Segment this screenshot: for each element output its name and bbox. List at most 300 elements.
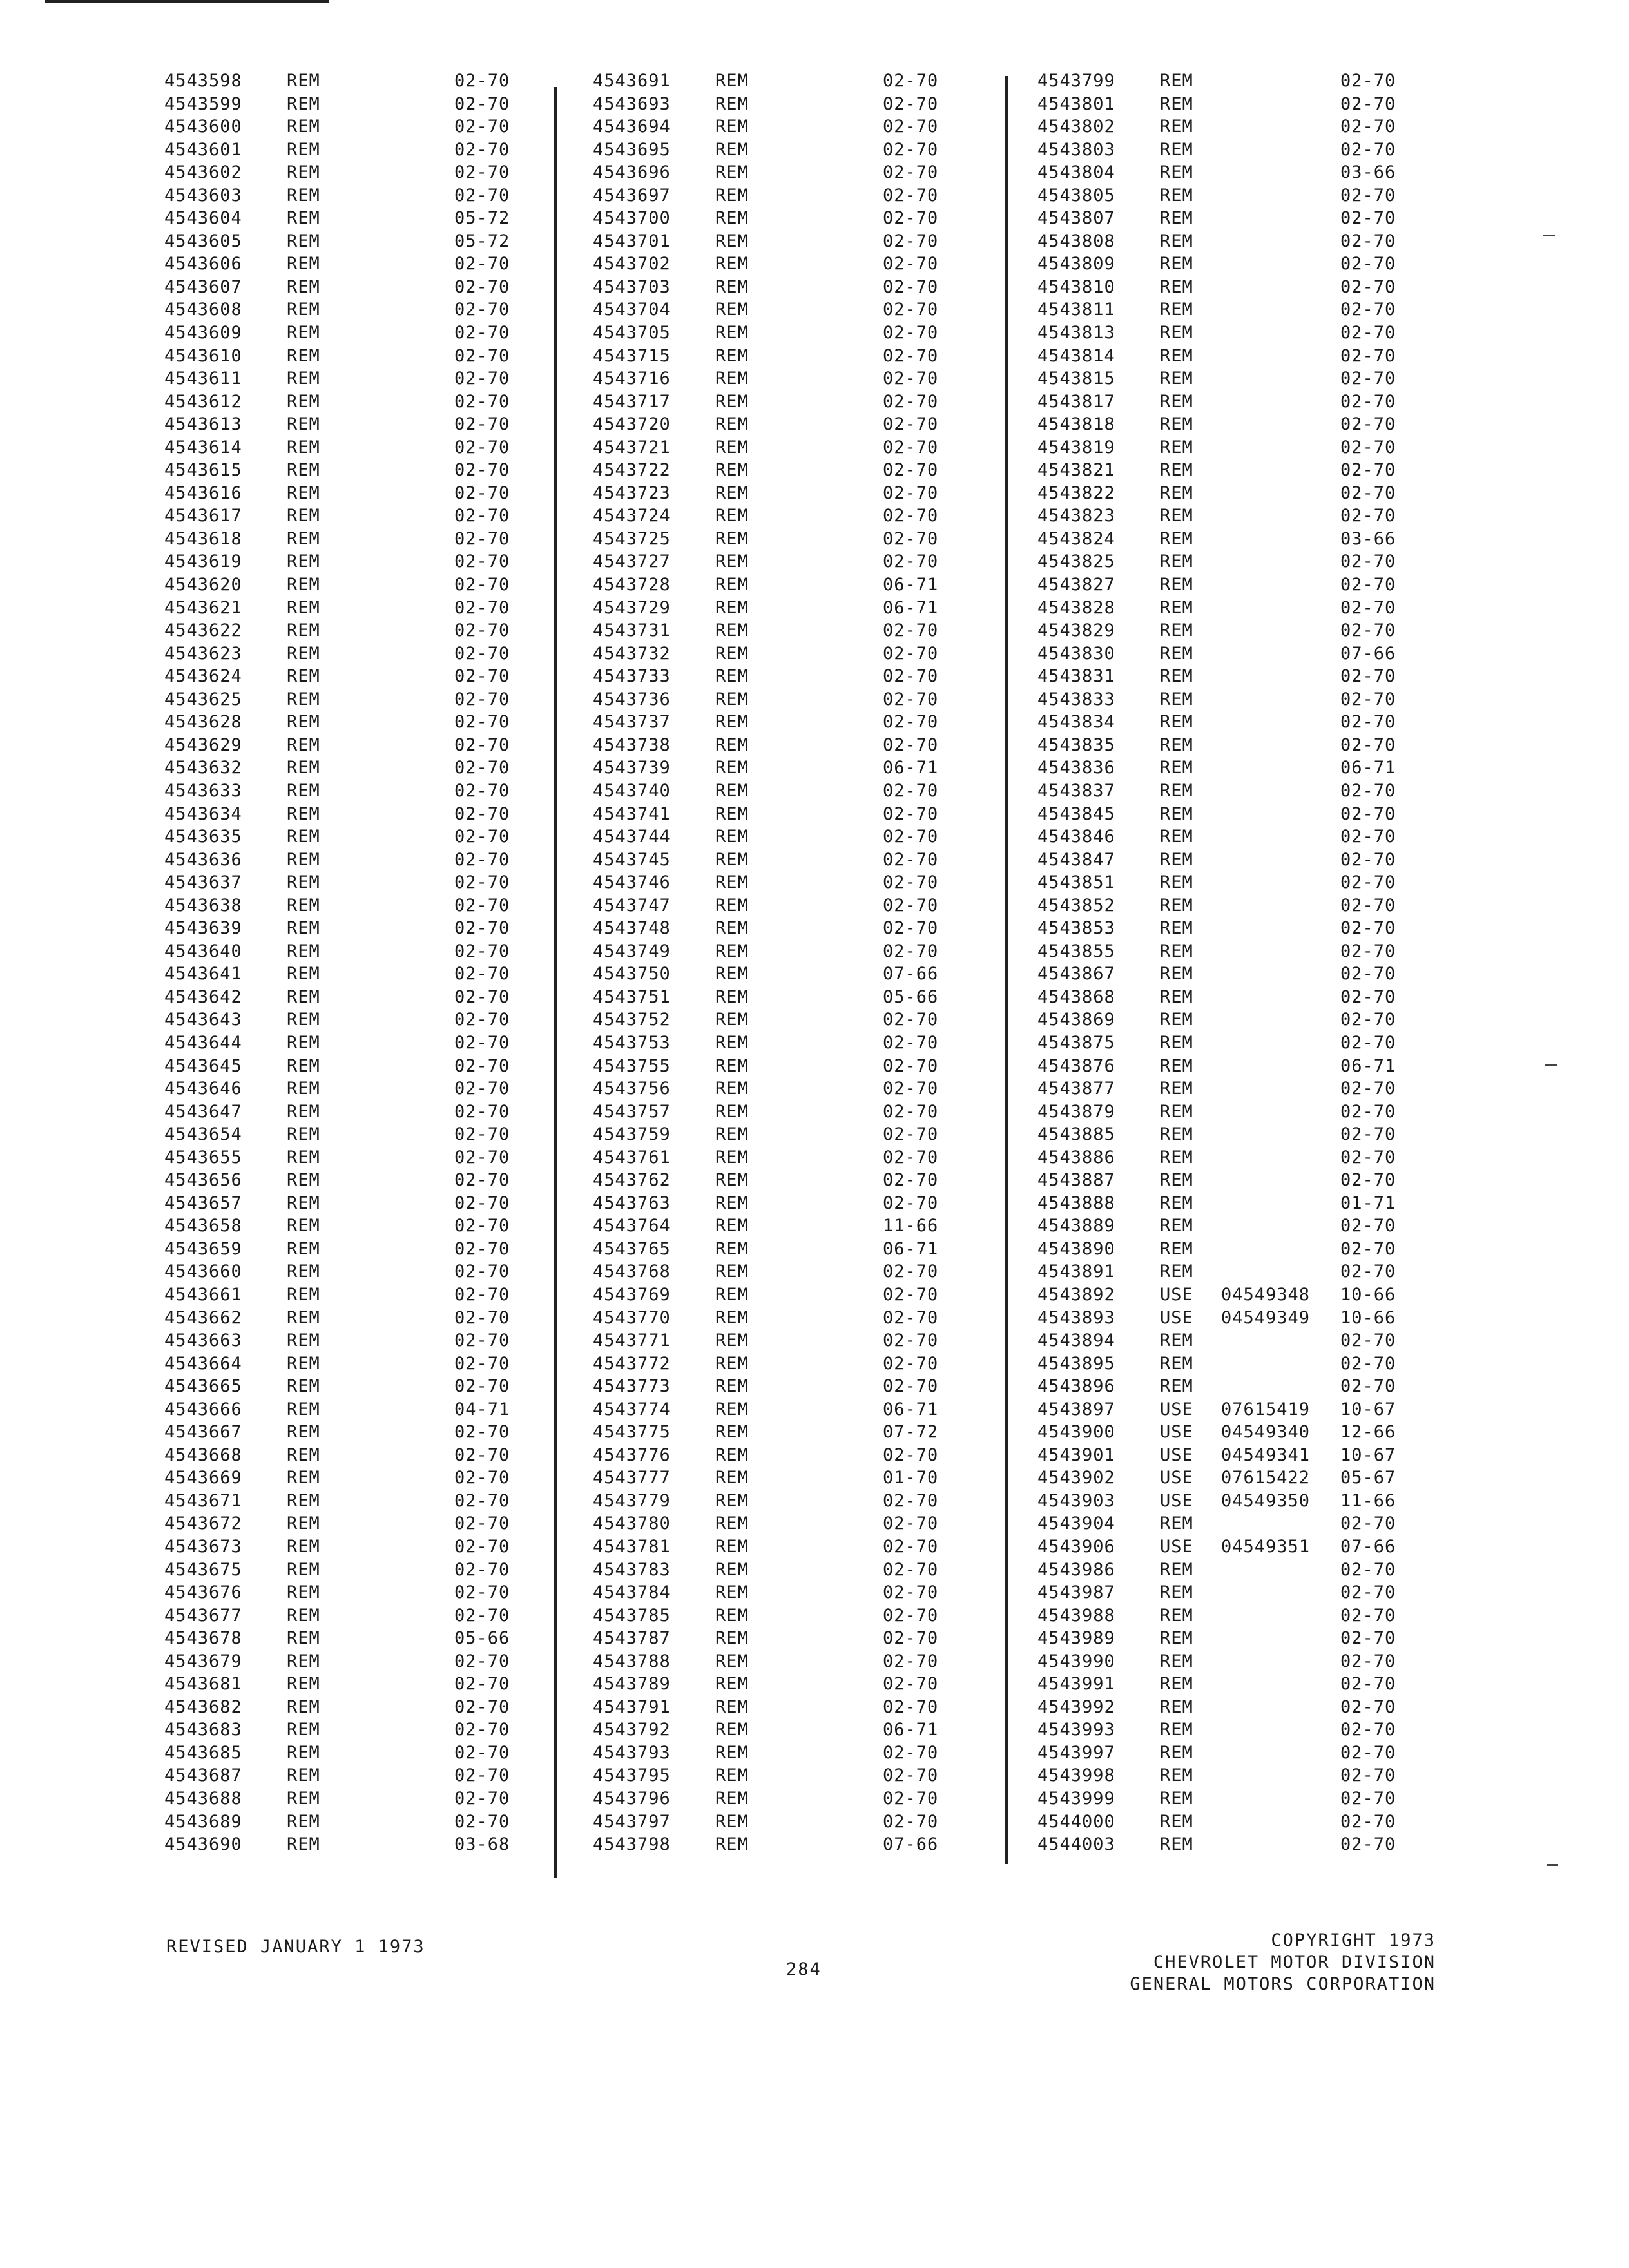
action-code: REM	[1160, 323, 1193, 343]
part-number: 4543900	[1037, 1422, 1115, 1443]
part-number: 4543847	[1037, 849, 1115, 870]
date-code: 02-70	[883, 1674, 939, 1695]
action-code: REM	[287, 1331, 320, 1351]
part-number: 4543748	[593, 918, 671, 939]
date-code: 02-70	[454, 345, 510, 366]
part-number: 4543606	[164, 254, 242, 274]
action-code: REM	[1160, 1582, 1193, 1603]
date-code: 02-70	[883, 1262, 939, 1282]
action-code: REM	[287, 1193, 320, 1213]
part-number: 4543645	[164, 1055, 242, 1076]
part-number: 4543784	[593, 1582, 671, 1603]
date-code: 02-70	[1340, 1651, 1396, 1671]
action-code: REM	[1160, 712, 1193, 733]
action-code: REM	[715, 483, 749, 503]
part-number: 4543702	[593, 254, 671, 274]
part-number: 4543723	[593, 483, 671, 503]
action-code: REM	[287, 345, 320, 366]
action-code: REM	[287, 1422, 320, 1443]
part-number: 4543617	[164, 506, 242, 526]
part-number: 4543643	[164, 1010, 242, 1030]
part-number: 4543990	[1037, 1651, 1115, 1671]
replacement-number: 04549340	[1221, 1422, 1311, 1443]
action-code: REM	[1160, 1559, 1193, 1580]
part-number: 4543685	[164, 1742, 242, 1763]
date-code: 03-66	[1340, 162, 1396, 183]
part-number: 4543987	[1037, 1582, 1115, 1603]
part-number: 4543877	[1037, 1079, 1115, 1099]
part-number: 4543751	[593, 986, 671, 1007]
date-code: 02-70	[883, 1331, 939, 1351]
part-number: 4543823	[1037, 506, 1115, 526]
part-number: 4543988	[1037, 1605, 1115, 1626]
action-code: REM	[287, 620, 320, 641]
action-code: REM	[715, 185, 749, 206]
date-code: 02-70	[454, 1193, 510, 1213]
part-number: 4543901	[1037, 1445, 1115, 1465]
date-code: 02-70	[1340, 1811, 1396, 1832]
part-number: 4543825	[1037, 552, 1115, 572]
action-code: REM	[287, 918, 320, 939]
date-code: 02-70	[883, 300, 939, 320]
part-number: 4543747	[593, 895, 671, 916]
action-code: REM	[1160, 1834, 1193, 1855]
part-number: 4543792	[593, 1720, 671, 1740]
date-code: 02-70	[883, 941, 939, 961]
part-number: 4543701	[593, 231, 671, 251]
date-code: 02-70	[1340, 254, 1396, 274]
date-code: 02-70	[1340, 1101, 1396, 1122]
part-number: 4543618	[164, 528, 242, 549]
part-number: 4543791	[593, 1696, 671, 1717]
date-code: 02-70	[454, 827, 510, 847]
part-number: 4543667	[164, 1422, 242, 1443]
part-number: 4543602	[164, 162, 242, 183]
part-number: 4543753	[593, 1032, 671, 1053]
action-code: REM	[287, 528, 320, 549]
action-code: REM	[715, 93, 749, 114]
date-code: 02-70	[1340, 620, 1396, 641]
action-code: REM	[287, 117, 320, 137]
action-code: REM	[287, 689, 320, 709]
action-code: REM	[1160, 208, 1193, 229]
action-code: REM	[1160, 1032, 1193, 1053]
action-code: REM	[715, 71, 749, 91]
date-code: 05-72	[454, 231, 510, 251]
part-number: 4543893	[1037, 1307, 1115, 1328]
part-number: 4543868	[1037, 986, 1115, 1007]
part-number: 4543691	[593, 71, 671, 91]
action-code: REM	[287, 460, 320, 481]
part-number: 4543669	[164, 1468, 242, 1488]
part-number: 4543845	[1037, 803, 1115, 824]
date-code: 02-70	[883, 1559, 939, 1580]
action-code: REM	[715, 528, 749, 549]
date-code: 02-70	[883, 1605, 939, 1626]
action-code: REM	[287, 552, 320, 572]
part-number: 4543775	[593, 1422, 671, 1443]
part-number: 4543780	[593, 1514, 671, 1534]
date-code: 02-70	[454, 1331, 510, 1351]
part-number: 4543867	[1037, 964, 1115, 985]
date-code: 02-70	[1340, 872, 1396, 893]
action-code: REM	[1160, 986, 1193, 1007]
action-code: REM	[715, 1147, 749, 1168]
date-code: 02-70	[883, 231, 939, 251]
date-code: 11-66	[1340, 1490, 1396, 1511]
part-number: 4543663	[164, 1331, 242, 1351]
date-code: 02-70	[454, 575, 510, 595]
part-number: 4543837	[1037, 780, 1115, 801]
part-number: 4543623	[164, 643, 242, 664]
date-code: 02-70	[454, 93, 510, 114]
replacement-number: 07615422	[1221, 1468, 1311, 1488]
date-code: 02-70	[883, 1170, 939, 1191]
date-code: 02-70	[454, 483, 510, 503]
date-code: 02-70	[454, 712, 510, 733]
part-number: 4543887	[1037, 1170, 1115, 1191]
date-code: 02-70	[883, 391, 939, 412]
action-code: REM	[715, 1765, 749, 1786]
part-number: 4543616	[164, 483, 242, 503]
action-code: REM	[287, 1147, 320, 1168]
part-number: 4543824	[1037, 528, 1115, 549]
date-code: 02-70	[454, 803, 510, 824]
date-code: 02-70	[1340, 1514, 1396, 1534]
action-code: REM	[715, 941, 749, 961]
date-code: 06-71	[1340, 758, 1396, 778]
action-code: REM	[287, 827, 320, 847]
date-code: 02-70	[1340, 1262, 1396, 1282]
action-code: REM	[715, 1789, 749, 1809]
part-number: 4543705	[593, 323, 671, 343]
date-code: 02-70	[1340, 460, 1396, 481]
part-number: 4543611	[164, 369, 242, 389]
margin-tick	[1543, 235, 1555, 236]
part-number: 4543633	[164, 780, 242, 801]
part-number: 4543598	[164, 71, 242, 91]
part-number: 4543750	[593, 964, 671, 985]
action-code: REM	[287, 1674, 320, 1695]
part-number: 4543660	[164, 1262, 242, 1282]
action-code: REM	[1160, 964, 1193, 985]
action-code: REM	[287, 1834, 320, 1855]
part-number: 4543634	[164, 803, 242, 824]
date-code: 02-70	[883, 643, 939, 664]
action-code: REM	[715, 300, 749, 320]
date-code: 02-70	[883, 780, 939, 801]
part-number: 4543628	[164, 712, 242, 733]
date-code: 02-70	[454, 1720, 510, 1740]
part-number: 4543777	[593, 1468, 671, 1488]
action-code: REM	[1160, 1674, 1193, 1695]
part-number: 4543764	[593, 1216, 671, 1236]
date-code: 06-71	[883, 1720, 939, 1740]
action-code: REM	[287, 1055, 320, 1076]
action-code: REM	[287, 1032, 320, 1053]
part-number: 4543725	[593, 528, 671, 549]
date-code: 02-70	[454, 1376, 510, 1397]
part-number: 4543666	[164, 1399, 242, 1419]
action-code: REM	[287, 1353, 320, 1374]
date-code: 02-70	[454, 254, 510, 274]
action-code: REM	[715, 575, 749, 595]
part-number: 4543632	[164, 758, 242, 778]
action-code: REM	[715, 1445, 749, 1465]
date-code: 02-70	[1340, 483, 1396, 503]
action-code: REM	[715, 1537, 749, 1557]
action-code: REM	[1160, 1055, 1193, 1076]
action-code: REM	[1160, 391, 1193, 412]
date-code: 10-66	[1340, 1284, 1396, 1305]
part-number: 4543805	[1037, 185, 1115, 206]
part-number: 4543604	[164, 208, 242, 229]
part-number: 4543774	[593, 1399, 671, 1419]
date-code: 02-70	[454, 552, 510, 572]
action-code: REM	[715, 1331, 749, 1351]
part-number: 4543749	[593, 941, 671, 961]
date-code: 02-70	[1340, 93, 1396, 114]
action-code: REM	[287, 712, 320, 733]
action-code: REM	[715, 139, 749, 160]
part-number: 4543739	[593, 758, 671, 778]
part-number: 4543609	[164, 323, 242, 343]
action-code: REM	[1160, 1238, 1193, 1259]
part-number: 4543647	[164, 1101, 242, 1122]
date-code: 02-70	[1340, 323, 1396, 343]
date-code: 02-70	[1340, 1238, 1396, 1259]
part-number: 4543781	[593, 1537, 671, 1557]
part-number: 4543693	[593, 93, 671, 114]
part-number: 4543787	[593, 1628, 671, 1649]
date-code: 05-66	[883, 986, 939, 1007]
action-code: REM	[287, 185, 320, 206]
date-code: 02-70	[1340, 345, 1396, 366]
part-number: 4543796	[593, 1789, 671, 1809]
action-code: REM	[287, 391, 320, 412]
part-number: 4543672	[164, 1514, 242, 1534]
action-code: REM	[715, 1582, 749, 1603]
date-code: 02-70	[1340, 780, 1396, 801]
action-code: REM	[1160, 620, 1193, 641]
action-code: REM	[715, 437, 749, 457]
part-number: 4543608	[164, 300, 242, 320]
date-code: 02-70	[454, 941, 510, 961]
date-code: 02-70	[454, 1490, 510, 1511]
part-number: 4543889	[1037, 1216, 1115, 1236]
part-number: 4543885	[1037, 1124, 1115, 1145]
date-code: 02-70	[454, 895, 510, 916]
date-code: 02-70	[883, 1537, 939, 1557]
action-code: REM	[287, 1514, 320, 1534]
action-code: REM	[1160, 1079, 1193, 1099]
action-code: REM	[715, 1124, 749, 1145]
date-code: 02-70	[1340, 506, 1396, 526]
action-code: REM	[287, 1696, 320, 1717]
action-code: REM	[1160, 918, 1193, 939]
action-code: REM	[1160, 575, 1193, 595]
part-number: 4543664	[164, 1353, 242, 1374]
action-code: REM	[715, 369, 749, 389]
date-code: 02-70	[1340, 986, 1396, 1007]
date-code: 02-70	[883, 1010, 939, 1030]
date-code: 06-71	[883, 758, 939, 778]
part-number: 4543716	[593, 369, 671, 389]
date-code: 02-70	[1340, 117, 1396, 137]
part-number: 4543855	[1037, 941, 1115, 961]
action-code: REM	[1160, 941, 1193, 961]
action-code: REM	[715, 1742, 749, 1763]
action-code: REM	[287, 941, 320, 961]
part-number: 4543736	[593, 689, 671, 709]
part-number: 4543614	[164, 437, 242, 457]
action-code: REM	[1160, 276, 1193, 297]
part-number: 4543895	[1037, 1353, 1115, 1374]
part-number: 4543997	[1037, 1742, 1115, 1763]
date-code: 02-70	[454, 1079, 510, 1099]
action-code: REM	[715, 460, 749, 481]
date-code: 02-70	[454, 1582, 510, 1603]
date-code: 02-70	[883, 506, 939, 526]
action-code: REM	[715, 735, 749, 755]
part-number: 4543657	[164, 1193, 242, 1213]
part-number: 4543879	[1037, 1101, 1115, 1122]
part-number: 4544000	[1037, 1811, 1115, 1832]
date-code: 02-70	[454, 185, 510, 206]
date-code: 02-70	[1340, 1331, 1396, 1351]
part-number: 4543728	[593, 575, 671, 595]
part-number: 4543869	[1037, 1010, 1115, 1030]
date-code: 02-70	[454, 1605, 510, 1626]
date-code: 02-70	[883, 208, 939, 229]
action-code: REM	[1160, 1101, 1193, 1122]
part-number: 4543635	[164, 827, 242, 847]
action-code: REM	[287, 1490, 320, 1511]
part-number: 4543799	[1037, 71, 1115, 91]
part-number: 4543658	[164, 1216, 242, 1236]
date-code: 02-70	[883, 1147, 939, 1168]
part-number: 4543875	[1037, 1032, 1115, 1053]
part-number: 4543894	[1037, 1331, 1115, 1351]
action-code: REM	[715, 1834, 749, 1855]
date-code: 02-70	[883, 735, 939, 755]
date-code: 02-70	[883, 185, 939, 206]
part-number: 4543615	[164, 460, 242, 481]
part-number: 4543811	[1037, 300, 1115, 320]
action-code: REM	[715, 1514, 749, 1534]
action-code: REM	[715, 1422, 749, 1443]
action-code: REM	[1160, 1170, 1193, 1191]
date-code: 02-70	[883, 1079, 939, 1099]
date-code: 02-70	[883, 872, 939, 893]
date-code: 07-72	[883, 1422, 939, 1443]
date-code: 07-66	[1340, 1537, 1396, 1557]
date-code: 02-70	[883, 323, 939, 343]
part-number: 4543620	[164, 575, 242, 595]
action-code: REM	[715, 414, 749, 435]
date-code: 02-70	[883, 1307, 939, 1328]
date-code: 02-70	[1340, 231, 1396, 251]
date-code: 02-70	[883, 117, 939, 137]
action-code: REM	[287, 1238, 320, 1259]
action-code: REM	[1160, 1628, 1193, 1649]
date-code: 05-72	[454, 208, 510, 229]
part-number: 4543795	[593, 1765, 671, 1786]
part-number: 4543992	[1037, 1696, 1115, 1717]
date-code: 02-70	[883, 666, 939, 687]
date-code: 02-70	[1340, 689, 1396, 709]
action-code: REM	[715, 1032, 749, 1053]
action-code: REM	[1160, 185, 1193, 206]
action-code: REM	[287, 437, 320, 457]
part-number: 4543815	[1037, 369, 1115, 389]
part-number: 4543601	[164, 139, 242, 160]
action-code: USE	[1160, 1399, 1193, 1419]
action-code: REM	[715, 872, 749, 893]
date-code: 02-70	[883, 620, 939, 641]
action-code: REM	[1160, 1331, 1193, 1351]
part-number: 4543756	[593, 1079, 671, 1099]
date-code: 02-70	[883, 1124, 939, 1145]
action-code: REM	[1160, 895, 1193, 916]
action-code: REM	[287, 323, 320, 343]
date-code: 02-70	[1340, 1628, 1396, 1649]
date-code: 02-70	[883, 1789, 939, 1809]
part-number: 4543836	[1037, 758, 1115, 778]
action-code: REM	[715, 162, 749, 183]
action-code: REM	[1160, 460, 1193, 481]
date-code: 02-70	[883, 1101, 939, 1122]
date-code: 02-70	[1340, 827, 1396, 847]
part-number: 4543991	[1037, 1674, 1115, 1695]
action-code: REM	[287, 758, 320, 778]
date-code: 02-70	[1340, 437, 1396, 457]
action-code: REM	[1160, 528, 1193, 549]
part-number: 4543770	[593, 1307, 671, 1328]
page-number: 284	[786, 1959, 822, 1979]
date-code: 02-70	[1340, 964, 1396, 985]
date-code: 02-70	[883, 689, 939, 709]
date-code: 07-66	[883, 964, 939, 985]
action-code: REM	[715, 1216, 749, 1236]
date-code: 02-70	[1340, 1124, 1396, 1145]
action-code: REM	[287, 1720, 320, 1740]
date-code: 02-70	[454, 323, 510, 343]
action-code: REM	[715, 643, 749, 664]
date-code: 02-70	[883, 93, 939, 114]
part-number: 4543886	[1037, 1147, 1115, 1168]
date-code: 01-71	[1340, 1193, 1396, 1213]
part-number: 4543831	[1037, 666, 1115, 687]
part-number: 4543612	[164, 391, 242, 412]
action-code: REM	[287, 1170, 320, 1191]
date-code: 03-66	[1340, 528, 1396, 549]
action-code: REM	[1160, 1262, 1193, 1282]
action-code: REM	[715, 666, 749, 687]
part-number: 4543721	[593, 437, 671, 457]
date-code: 02-70	[454, 1284, 510, 1305]
part-number: 4543662	[164, 1307, 242, 1328]
action-code: REM	[287, 1605, 320, 1626]
date-code: 02-70	[454, 1101, 510, 1122]
part-number: 4543694	[593, 117, 671, 137]
date-code: 02-70	[454, 369, 510, 389]
part-number: 4543717	[593, 391, 671, 412]
copyright-block	[1130, 1930, 1436, 1995]
action-code: REM	[287, 780, 320, 801]
part-number: 4543600	[164, 117, 242, 137]
action-code: REM	[1160, 1010, 1193, 1030]
